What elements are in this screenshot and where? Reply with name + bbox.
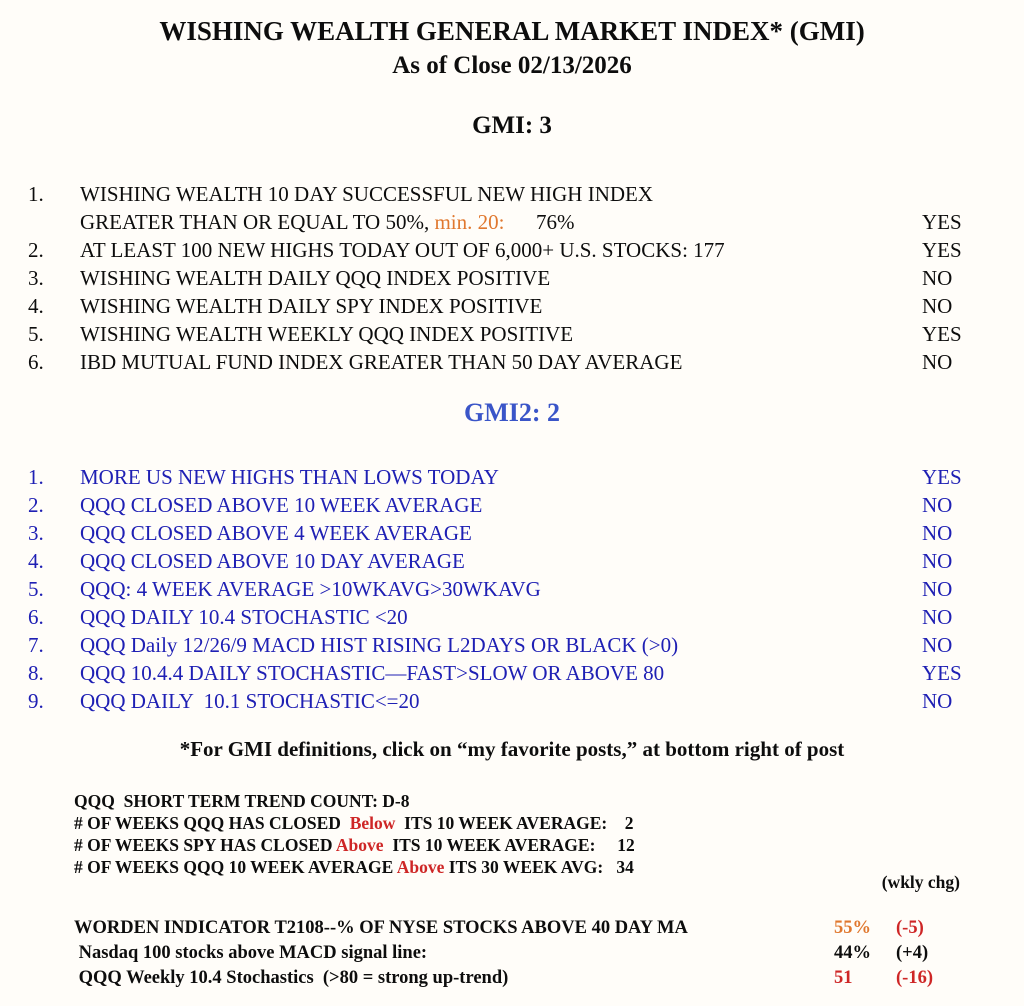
item-answer: YES — [922, 238, 962, 262]
text-segment: GREATER THAN OR EQUAL TO 50%, — [80, 210, 435, 234]
gmi-item — [0, 180, 1024, 236]
gmi-item — [0, 264, 1024, 292]
item-number: 5. — [28, 322, 44, 346]
gmi2-item — [0, 631, 1024, 659]
item-answer: NO — [922, 493, 953, 517]
text-segment: # OF WEEKS SPY HAS CLOSED — [74, 835, 336, 855]
item-number: 1. — [28, 182, 44, 206]
gmi2-item — [0, 463, 1024, 491]
gmi2-item — [0, 491, 1024, 519]
item-text — [80, 348, 922, 376]
text-segment: Below — [349, 813, 396, 833]
item-number: 6. — [28, 605, 44, 629]
text-segment: ITS 10 WEEK AVERAGE: 12 — [383, 835, 635, 855]
gmi2-item — [0, 575, 1024, 603]
item-answer: NO — [922, 633, 953, 657]
text-segment: QQQ CLOSED ABOVE 4 WEEK AVERAGE — [80, 521, 472, 545]
item-text — [80, 575, 922, 603]
item-number: 1. — [28, 465, 44, 489]
gmi-item — [0, 236, 1024, 264]
indicator-change: (-16) — [896, 968, 933, 988]
item-answer: NO — [922, 577, 953, 601]
item-text — [80, 491, 922, 519]
item-text — [80, 603, 922, 631]
item-number: 6. — [28, 350, 44, 374]
item-answer: NO — [922, 689, 953, 713]
item-text — [80, 659, 922, 687]
item-text — [80, 236, 922, 264]
item-number: 9. — [28, 689, 44, 713]
text-segment: QQQ CLOSED ABOVE 10 WEEK AVERAGE — [80, 493, 483, 517]
item-text-line — [80, 348, 922, 376]
gmi-score-heading: GMI: 3 — [472, 112, 552, 139]
item-text — [80, 631, 922, 659]
footnote: *For GMI definitions, click on “my favorite posts,” at bottom right of post — [179, 737, 845, 761]
text-segment: QQQ DAILY 10.1 STOCHASTIC<=20 — [80, 689, 420, 713]
indicator-value: 44% — [834, 943, 871, 963]
gmi-item — [0, 292, 1024, 320]
weekly-change-label: (wkly chg) — [881, 872, 960, 892]
item-text-line — [80, 180, 922, 208]
text-segment: min. 20: — [434, 210, 505, 234]
gmi-item — [0, 348, 1024, 376]
item-answer: YES — [922, 210, 962, 234]
indicator-change: (+4) — [896, 943, 929, 963]
text-segment: QQQ DAILY 10.4 STOCHASTIC <20 — [80, 605, 408, 629]
item-text-line — [80, 292, 922, 320]
item-text — [80, 320, 922, 348]
gmi2-item — [0, 687, 1024, 715]
text-segment: Above — [396, 857, 445, 877]
item-text-line — [80, 687, 922, 715]
text-segment: IBD MUTUAL FUND INDEX GREATER THAN 50 DAY AVERAGE — [80, 350, 683, 374]
item-number: 2. — [28, 238, 44, 262]
indicator-value: 55% — [834, 918, 871, 938]
text-segment: Above — [335, 835, 384, 855]
item-text — [80, 687, 922, 715]
item-text-line — [80, 264, 922, 292]
gmi-item-list — [0, 180, 1024, 376]
item-number: 4. — [28, 549, 44, 573]
item-number: 3. — [28, 266, 44, 290]
item-answer: NO — [922, 549, 953, 573]
item-answer: NO — [922, 350, 953, 374]
indicator-label: WORDEN INDICATOR T2108--% OF NYSE STOCKS ABOVE 40 DAY MA — [74, 918, 688, 938]
text-segment: MORE US NEW HIGHS THAN LOWS TODAY — [80, 465, 499, 489]
item-number: 3. — [28, 521, 44, 545]
item-answer: YES — [922, 465, 962, 489]
item-text — [80, 519, 922, 547]
item-text-line — [80, 491, 922, 519]
text-segment: QQQ: 4 WEEK AVERAGE >10WKAVG>30WKAVG — [80, 577, 541, 601]
gmi2-item — [0, 659, 1024, 687]
item-text — [80, 264, 922, 292]
item-text-line — [80, 631, 922, 659]
text-segment: WISHING WEALTH DAILY QQQ INDEX POSITIVE — [80, 266, 551, 290]
document-title: WISHING WEALTH GENERAL MARKET INDEX* (GMI) — [159, 16, 865, 46]
gmi2-item — [0, 603, 1024, 631]
item-text-line — [80, 547, 922, 575]
item-text — [80, 463, 922, 491]
item-text — [80, 547, 922, 575]
text-segment: QQQ Daily 12/26/9 MACD HIST RISING L2DAYS OR BLACK (>0) — [80, 633, 679, 657]
item-number: 2. — [28, 493, 44, 517]
item-number: 5. — [28, 577, 44, 601]
text-segment: QQQ CLOSED ABOVE 10 DAY AVERAGE — [80, 549, 465, 573]
text-segment: # OF WEEKS QQQ 10 WEEK AVERAGE — [74, 857, 397, 877]
gmi2-item-list — [0, 463, 1024, 715]
item-number: 7. — [28, 633, 44, 657]
text-segment: # OF WEEKS QQQ HAS CLOSED — [74, 813, 350, 833]
item-text-line — [80, 463, 922, 491]
text-segment: ITS 30 WEEK AVG: 34 — [444, 857, 634, 877]
item-text — [80, 180, 922, 236]
item-text-line — [80, 575, 922, 603]
item-text-line — [80, 659, 922, 687]
item-answer: NO — [922, 266, 953, 290]
stats-line — [74, 812, 1024, 834]
indicator-row — [74, 941, 960, 966]
item-answer: NO — [922, 521, 953, 545]
document-subtitle-date: As of Close 02/13/2026 — [392, 52, 632, 79]
trend-stats-block — [0, 790, 1024, 878]
item-number: 8. — [28, 661, 44, 685]
text-segment: WISHING WEALTH WEEKLY QQQ INDEX POSITIVE — [80, 322, 574, 346]
gmi-item — [0, 320, 1024, 348]
text-segment: 76% — [504, 210, 575, 234]
indicator-row — [74, 966, 960, 991]
item-text-line — [80, 208, 922, 236]
indicator-change: (-5) — [896, 918, 924, 938]
text-segment: QQQ 10.4.4 DAILY STOCHASTIC—FAST>SLOW OR ABOVE 80 — [80, 661, 665, 685]
item-text-line — [80, 603, 922, 631]
gmi2-item — [0, 519, 1024, 547]
gmi2-score-heading: GMI2: 2 — [463, 398, 561, 427]
indicator-value: 51 — [834, 968, 853, 988]
item-number: 4. — [28, 294, 44, 318]
text-segment: ITS 10 WEEK AVERAGE: 2 — [395, 813, 634, 833]
text-segment: AT LEAST 100 NEW HIGHS TODAY OUT OF 6,000+ U.S. STOCKS: 177 — [80, 238, 725, 262]
item-text-line — [80, 236, 922, 264]
item-answer: NO — [922, 605, 953, 629]
indicator-block — [0, 916, 1024, 991]
item-answer: NO — [922, 294, 953, 318]
indicator-label: Nasdaq 100 stocks above MACD signal line: — [74, 943, 428, 963]
gmi2-item — [0, 547, 1024, 575]
text-segment: WISHING WEALTH 10 DAY SUCCESSFUL NEW HIGH INDEX — [80, 182, 654, 206]
item-answer: YES — [922, 322, 962, 346]
item-text — [80, 292, 922, 320]
indicator-label: QQQ Weekly 10.4 Stochastics (>80 = strong up-trend) — [74, 968, 509, 988]
text-segment: WISHING WEALTH DAILY SPY INDEX POSITIVE — [80, 294, 543, 318]
item-text-line — [80, 519, 922, 547]
item-answer: YES — [922, 661, 962, 685]
item-text-line — [80, 320, 922, 348]
stats-line — [74, 790, 1024, 812]
text-segment: QQQ SHORT TERM TREND COUNT: D-8 — [74, 791, 410, 811]
indicator-row — [74, 916, 960, 941]
stats-line — [74, 834, 1024, 856]
